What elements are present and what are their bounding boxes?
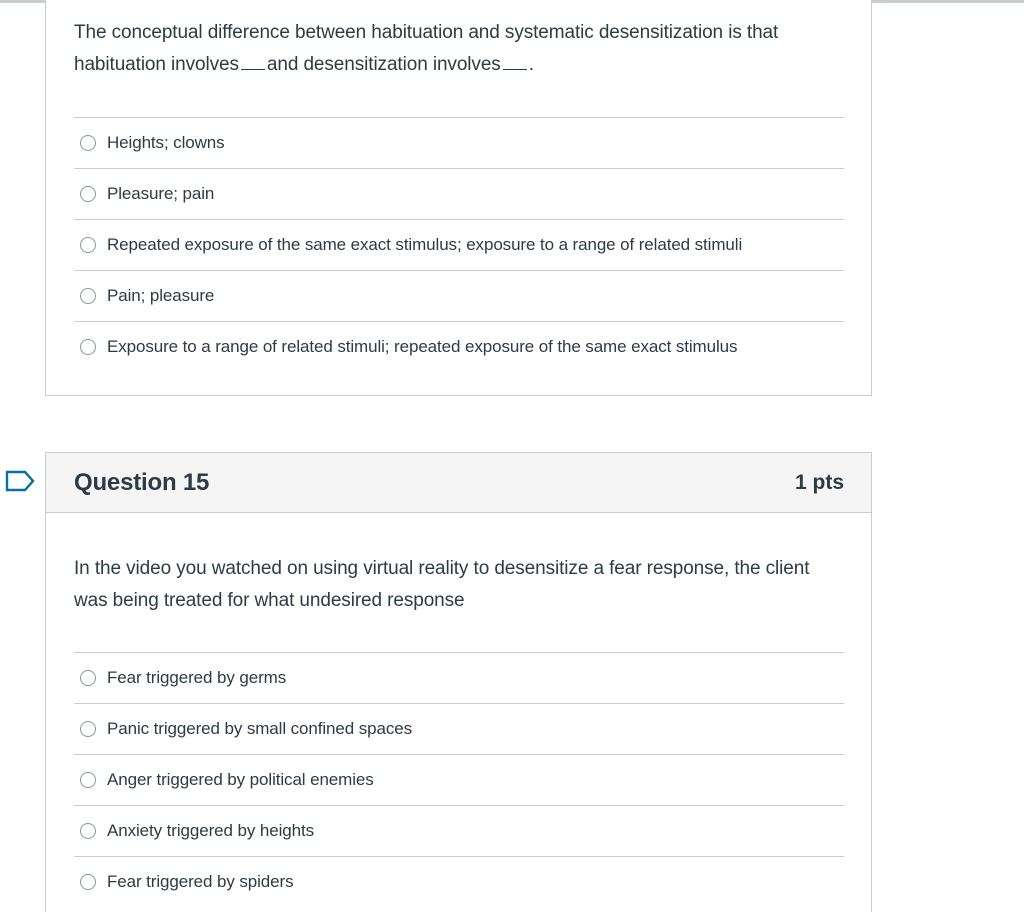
answer-option[interactable] <box>74 169 844 220</box>
blank-1 <box>241 53 265 70</box>
radio-button[interactable] <box>80 874 96 890</box>
radio-button[interactable] <box>80 237 96 253</box>
answer-option[interactable] <box>74 755 844 806</box>
radio-button[interactable] <box>80 288 96 304</box>
radio-button[interactable] <box>80 721 96 737</box>
flag-question-icon[interactable] <box>5 470 35 492</box>
radio-button[interactable] <box>80 186 96 202</box>
blank-2 <box>503 53 527 70</box>
question-15-card <box>45 452 872 912</box>
answer-option[interactable] <box>74 857 844 907</box>
answer-label[interactable]: Heights; clowns <box>107 133 225 152</box>
answer-label[interactable]: Fear triggered by germs <box>107 668 287 687</box>
radio-button[interactable] <box>80 823 96 839</box>
answer-option[interactable] <box>74 653 844 704</box>
radio-button[interactable] <box>80 772 96 788</box>
answer-label[interactable]: Pain; pleasure <box>107 286 215 305</box>
answer-option[interactable] <box>74 220 844 271</box>
answer-label[interactable]: Repeated exposure of the same exact stimulus; exposure to a range of related stimuli <box>107 235 743 254</box>
radio-button[interactable] <box>80 670 96 686</box>
answer-label[interactable]: Anger triggered by political enemies <box>107 770 374 789</box>
question-14-text <box>74 0 844 118</box>
answer-option[interactable] <box>74 704 844 755</box>
radio-button[interactable] <box>80 135 96 151</box>
question-14-text-part2: and desensitization involves <box>266 54 501 75</box>
question-14-answers <box>74 118 844 372</box>
question-title: Question 15 <box>74 468 210 496</box>
question-15-text: In the video you watched on using virtual reality to desensitize a fear response, the client was being treated for what undesired response <box>74 513 844 653</box>
radio-button[interactable] <box>80 339 96 355</box>
answer-label[interactable]: Anxiety triggered by heights <box>107 821 314 840</box>
question-14-text-part3: . <box>528 54 534 75</box>
answer-option[interactable] <box>74 271 844 322</box>
question-15-header <box>46 453 871 513</box>
answer-label[interactable]: Exposure to a range of related stimuli; repeated exposure of the same exact stimulus <box>107 337 738 356</box>
answer-option[interactable] <box>74 806 844 857</box>
answer-label[interactable]: Fear triggered by spiders <box>107 872 294 891</box>
answer-label[interactable]: Pleasure; pain <box>107 184 215 203</box>
question-14-card <box>45 0 872 396</box>
question-14-text-part1: The conceptual difference between habituation and systematic desensitization is that habituation involves <box>74 22 779 75</box>
question-points: 1 pts <box>794 470 844 494</box>
answer-option[interactable] <box>74 118 844 169</box>
answer-label[interactable]: Panic triggered by small confined spaces <box>107 719 412 738</box>
answer-option[interactable] <box>74 322 844 372</box>
question-15-answers <box>74 653 844 907</box>
